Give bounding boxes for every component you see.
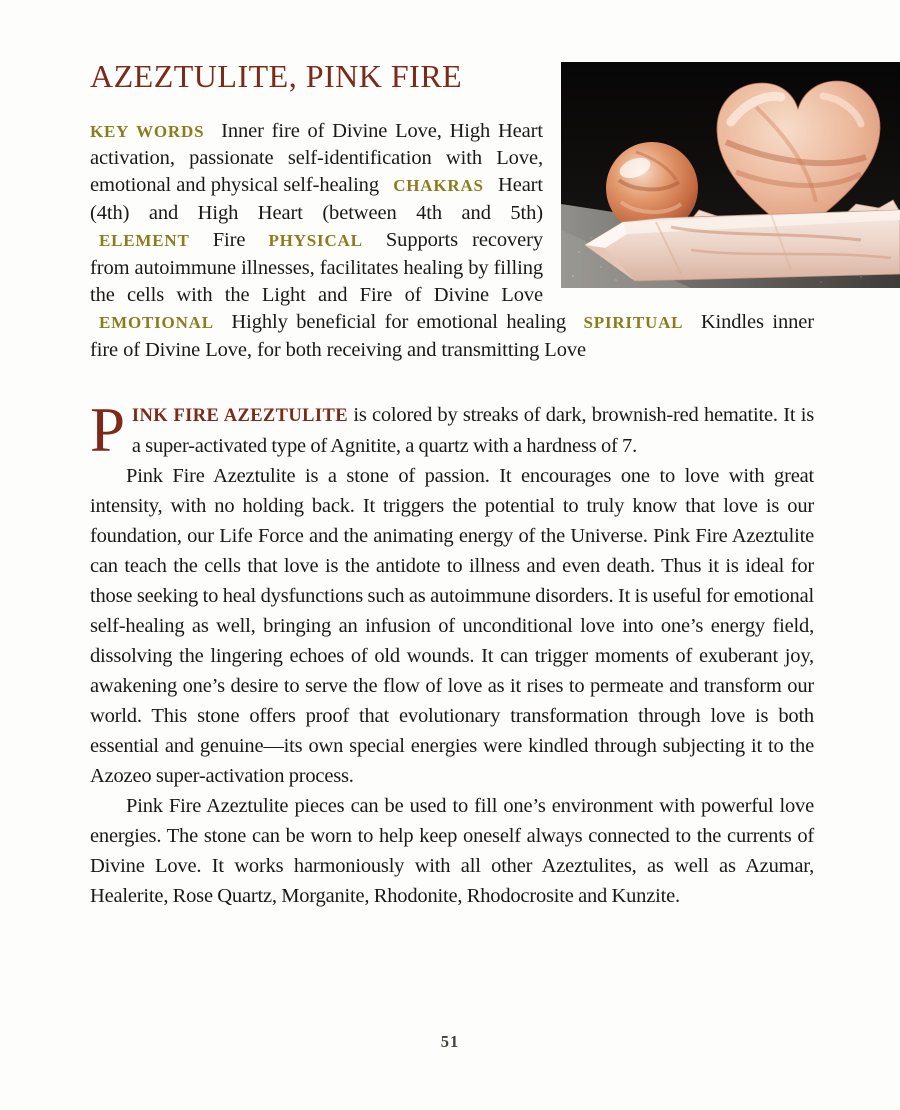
emotional-label: EMOTIONAL: [99, 313, 214, 333]
physical-text: Supports recovery from autoimmune illnesses, facilitates healing by filling the cells with the Light and Fire of Divine Love: [90, 229, 543, 307]
article-body: [90, 395, 814, 911]
body-paragraph-2: Pink Fire Azeztulite pieces can be used to fill one’s environment with powerful love energies. The stone can be worn to help keep oneself always connected to the currents of Divine Love. It works harmoniously with all other Azeztulites, as well as Azumar, Healerite, Rose Quartz, Morganite, Rhodonite, Rhodocrosite and Kunzite.: [90, 795, 814, 908]
key-words-text: Inner fire of Divine Love, High Heart activation, passionate self-identification with Love, emotional and physical self-healing: [90, 119, 543, 197]
chakras-text: Heart (4th) and High Heart (between 4th and 5th): [90, 174, 544, 224]
crystal-photo-illustration: [561, 62, 900, 288]
key-words-label: KEY WORDS: [90, 121, 205, 141]
page-title: AZEZTULITE, PINK FIRE: [90, 58, 463, 94]
lead-text: is colored by streaks of dark, brownish-red hematite. It is a super-activated type of Agnitite, a quartz with a hardness of 7.: [131, 404, 814, 458]
physical-label: PHYSICAL: [268, 231, 363, 251]
chakras-label: CHAKRAS: [393, 176, 484, 196]
element-text: Fire: [212, 229, 246, 252]
lead-smallcaps: INK FIRE AZEZTULITE: [131, 406, 348, 427]
spiritual-label: SPIRITUAL: [583, 313, 684, 333]
drop-cap: P: [90, 395, 125, 466]
element-label: ELEMENT: [99, 231, 190, 251]
lead-paragraph: [90, 395, 814, 466]
page-number: 51: [440, 1032, 460, 1051]
crystal-photo: [561, 62, 900, 288]
emotional-text: Highly beneficial for emotional healing: [231, 311, 566, 334]
book-page: [0, 60, 900, 911]
spiritual-text: Kindles inner fire of Divine Love, for both receiving and transmitting Love: [90, 311, 815, 361]
body-paragraph-1: Pink Fire Azeztulite is a stone of passion. It encourages one to love with great intensity, with no holding back. It triggers the potential to truly know that love is our foundation, our Life Force and the animating energy of the Universe. Pink Fire Azeztulite can teach the cells that love is the antidote to illness and even death. Thus it is ideal for those seeking to heal dysfunctions such as autoimmune disorders. It is useful for emotional self-healing as well, bringing an infusion of unconditional love into one’s energy field, dissolving the lingering echoes of old wounds. It can trigger moments of exuberant joy, awakening one’s desire to serve the flow of love as it rises to permeate and transform our world. This stone offers proof that evolutionary transformation through love is both essential and genuine—its own special energies were kindled through subjecting it to the Azozeo super-activation process.: [90, 465, 814, 788]
quartz-point: [585, 210, 900, 281]
